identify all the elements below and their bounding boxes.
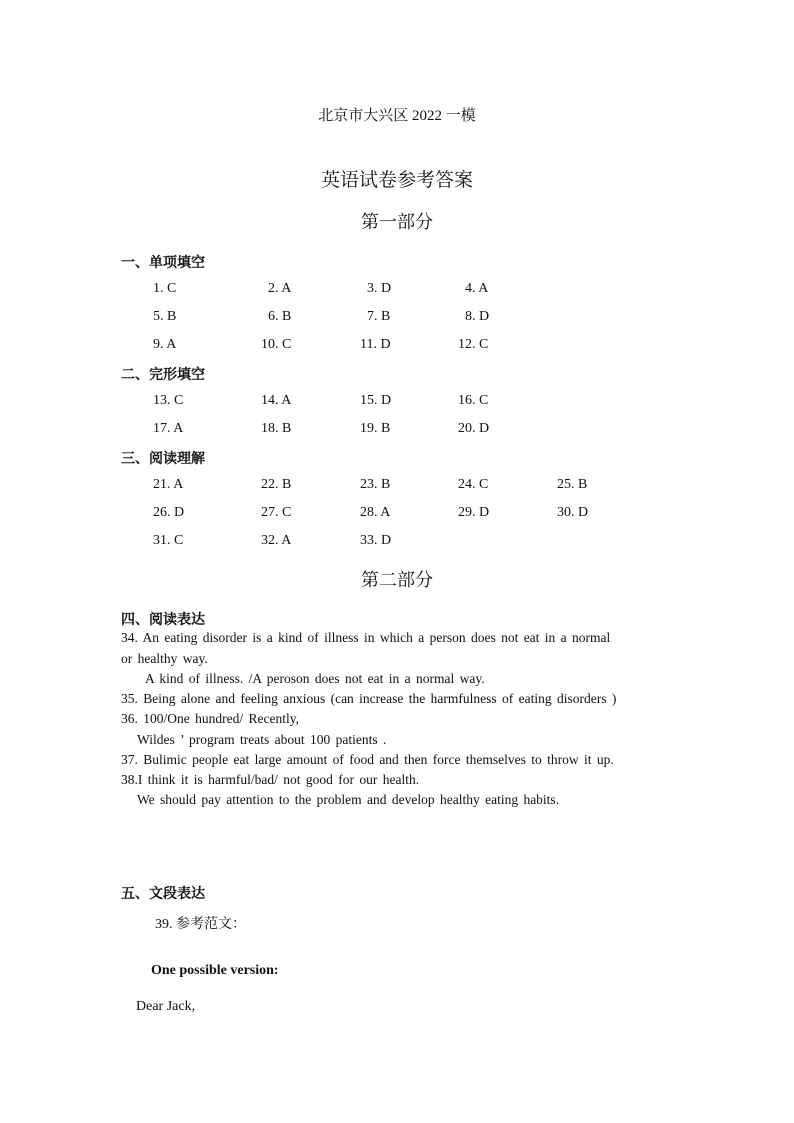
part1-title: 第一部分 <box>361 212 433 232</box>
answer-cell: 12. C <box>458 337 489 352</box>
answer-cell: 9. A <box>153 337 177 352</box>
answer-cell: 6. B <box>268 309 292 324</box>
answer-line-36: 36. 100/One hundred/ Recently, <box>121 711 299 726</box>
answer-line-34-alt: A kind of illness. /A peroson does not eat in a normal way. <box>145 671 485 686</box>
answer-line-38-cont: We should pay attention to the problem and develop healthy eating habits. <box>137 792 560 807</box>
answer-cell: 13. C <box>153 393 184 408</box>
answer-cell: 23. B <box>360 477 391 492</box>
answer-cell: 31. C <box>153 533 184 548</box>
section1-label: 一、单项填空 <box>121 255 205 271</box>
answer-cell: 25. B <box>557 477 588 492</box>
answer-cell: 22. B <box>261 477 292 492</box>
section3-label: 三、阅读理解 <box>121 451 205 467</box>
essay-item: 39. 参考范文： <box>155 917 246 932</box>
answer-cell: 32. A <box>261 533 292 548</box>
section2-label: 二、完形填空 <box>121 367 205 383</box>
answer-cell: 16. C <box>458 393 489 408</box>
answer-cell: 3. D <box>367 281 392 296</box>
answer-cell: 4. A <box>465 281 489 296</box>
answer-cell: 28. A <box>360 505 391 520</box>
answer-cell: 18. B <box>261 421 292 436</box>
answer-cell: 20. D <box>458 421 490 436</box>
answer-cell: 2. A <box>268 281 292 296</box>
section5-label: 五、文段表达 <box>121 886 205 902</box>
answer-cell: 30. D <box>557 505 589 520</box>
answer-cell: 1. C <box>153 281 177 296</box>
answer-cell: 24. C <box>458 477 489 492</box>
answer-cell: 26. D <box>153 505 185 520</box>
answer-cell: 29. D <box>458 505 490 520</box>
answer-cell: 14. A <box>261 393 292 408</box>
answer-cell: 33. D <box>360 533 392 548</box>
answer-cell: 10. C <box>261 337 292 352</box>
version-heading: One possible version: <box>151 963 279 978</box>
part2-title: 第二部分 <box>361 570 433 590</box>
answer-cell: 11. D <box>360 337 391 352</box>
answer-cell: 5. B <box>153 309 177 324</box>
answer-line-36-cont: Wildes ’ program treats about 100 patients . <box>137 732 387 747</box>
letter-salutation: Dear Jack, <box>136 999 196 1014</box>
section4-label: 四、阅读表达 <box>121 612 205 628</box>
answer-cell: 21. A <box>153 477 184 492</box>
answer-cell: 27. C <box>261 505 292 520</box>
answer-line-34: 34. An eating disorder is a kind of illness in which a person does not eat in a normal <box>121 630 611 645</box>
document-title: 英语试卷参考答案 <box>320 170 473 191</box>
answer-cell: 19. B <box>360 421 391 436</box>
answer-cell: 15. D <box>360 393 392 408</box>
answer-line-34-cont: or healthy way. <box>121 651 208 666</box>
answer-line-37: 37. Bulimic people eat large amount of food and then force themselves to throw it up. <box>121 752 614 767</box>
answer-line-35: 35. Being alone and feeling anxious (can increase the harmfulness of eating disorders ) <box>121 691 617 706</box>
answer-cell: 8. D <box>465 309 490 324</box>
answer-cell: 7. B <box>367 309 391 324</box>
exam-name: 北京市大兴区 2022 一模 <box>318 108 476 124</box>
answer-cell: 17. A <box>153 421 184 436</box>
answer-line-38: 38.I think it is harmful/bad/ not good for our health. <box>121 772 420 787</box>
